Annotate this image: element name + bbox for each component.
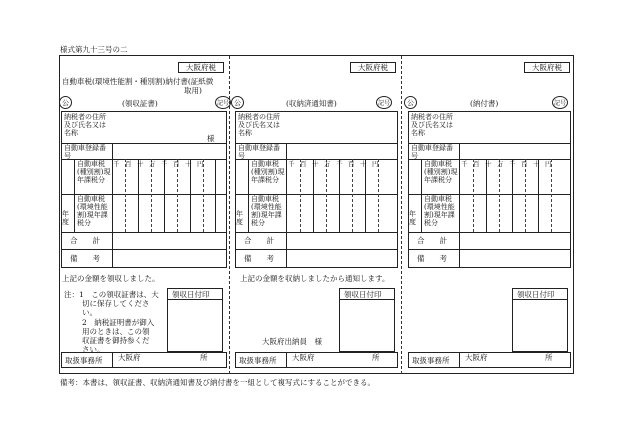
office-tag: 大阪府税 [350,62,396,73]
total-label: 合 計 [70,236,100,245]
car-reg-label: 自動車登録番号 [64,144,106,160]
osaka-label: 大阪府 [292,353,315,362]
seal-mark: 記号 [552,96,568,109]
receipt-text: 上記の金額を領収しました。 [62,274,160,283]
tokoro-label: 所 [200,353,208,362]
office-label: 取扱事務所 [239,356,277,365]
note2-line2: 用のときは、この領 [82,327,150,336]
env-tax-label: 自動車税(環境性能割)現年課税分 [424,195,455,227]
footer-note: 備考：本書は、領収証書、収納済通知書及び納付書を一組として複写式にすることができる。 [60,378,375,387]
stamp-label: 領収日付印 [344,290,382,299]
notice-text: 上記の金額を収納しましたから通知します。 [240,274,390,283]
office-label: 取扱事務所 [412,356,450,365]
env-tax-label: 自動車税(環境性能割)現年課税分 [251,195,282,227]
note2: 2 納税証明書が御入 [82,318,155,327]
osaka-label: 大阪府 [118,353,141,362]
nendo-label: 年度 [62,210,69,226]
nendo-label: 年度 [236,210,243,226]
remarks-label: 備 考 [244,254,274,263]
note2-line3: 収証書を御持参くだ [82,336,150,345]
section-name: (納付書) [470,99,499,108]
total-label: 合 計 [244,236,274,245]
collector-label: 大阪府出納員 様 [262,337,322,346]
osaka-label: 大阪府 [465,353,488,362]
office-tag: 大阪府税 [524,62,570,73]
remarks-label: 備 考 [417,254,447,263]
note1: 注：1 この領収証書は、大 [64,290,159,299]
sama-label: 様 [207,134,215,143]
digit-headers: 千百十万千百十円 [461,160,557,168]
digit-headers: 千百十万千百十円 [113,160,209,168]
section-name: (収納済通知書) [286,99,337,108]
digit-headers: 千百十万千百十円 [288,160,384,168]
seal-mark: 記号 [215,96,231,109]
section-separator [401,56,402,374]
form-number: 様式第九十三号の二 [60,45,128,54]
office-tag: 大阪府税 [178,62,224,73]
note1-line3: い。 [82,308,97,317]
taxpayer-label: 納税者の住所及び氏名又は名称 [238,113,280,137]
car-reg-label: 自動車登録番号 [411,144,453,160]
remarks-label: 備 考 [70,254,100,263]
type-tax-label: 自動車税(種別割)現年課税分 [424,160,458,184]
type-tax-label: 自動車税(種別割)現年課税分 [77,160,111,184]
form-title: 自動車税(環境性能割・種別割)納付書(証紙徴 [62,77,214,86]
car-reg-label: 自動車登録番号 [238,144,280,160]
tokoro-label: 所 [545,353,553,362]
section-name: (領収証書) [122,99,158,108]
seal-public: 公 [231,96,244,109]
taxpayer-label: 納税者の住所及び氏名又は名称 [64,113,106,137]
nendo-label: 年度 [409,210,416,226]
env-tax-label: 自動車税(環境性能割)現年課税分 [77,195,108,227]
note1-line2: 切に保存してくださ [82,299,150,308]
seal-public: 公 [59,96,72,109]
total-label: 合 計 [417,236,447,245]
taxpayer-label: 納税者の住所及び氏名又は名称 [411,113,453,137]
office-label: 取扱事務所 [65,356,103,365]
tokoro-label: 所 [372,353,380,362]
seal-mark: 記号 [376,96,392,109]
form-title-cont: 取用) [184,86,202,95]
seal-public: 公 [404,96,417,109]
note2-line4: さい。 [82,345,105,354]
type-tax-label: 自動車税(種別割)現年課税分 [251,160,285,184]
stamp-label: 領収日付印 [172,290,210,299]
stamp-label: 領収日付印 [517,290,555,299]
